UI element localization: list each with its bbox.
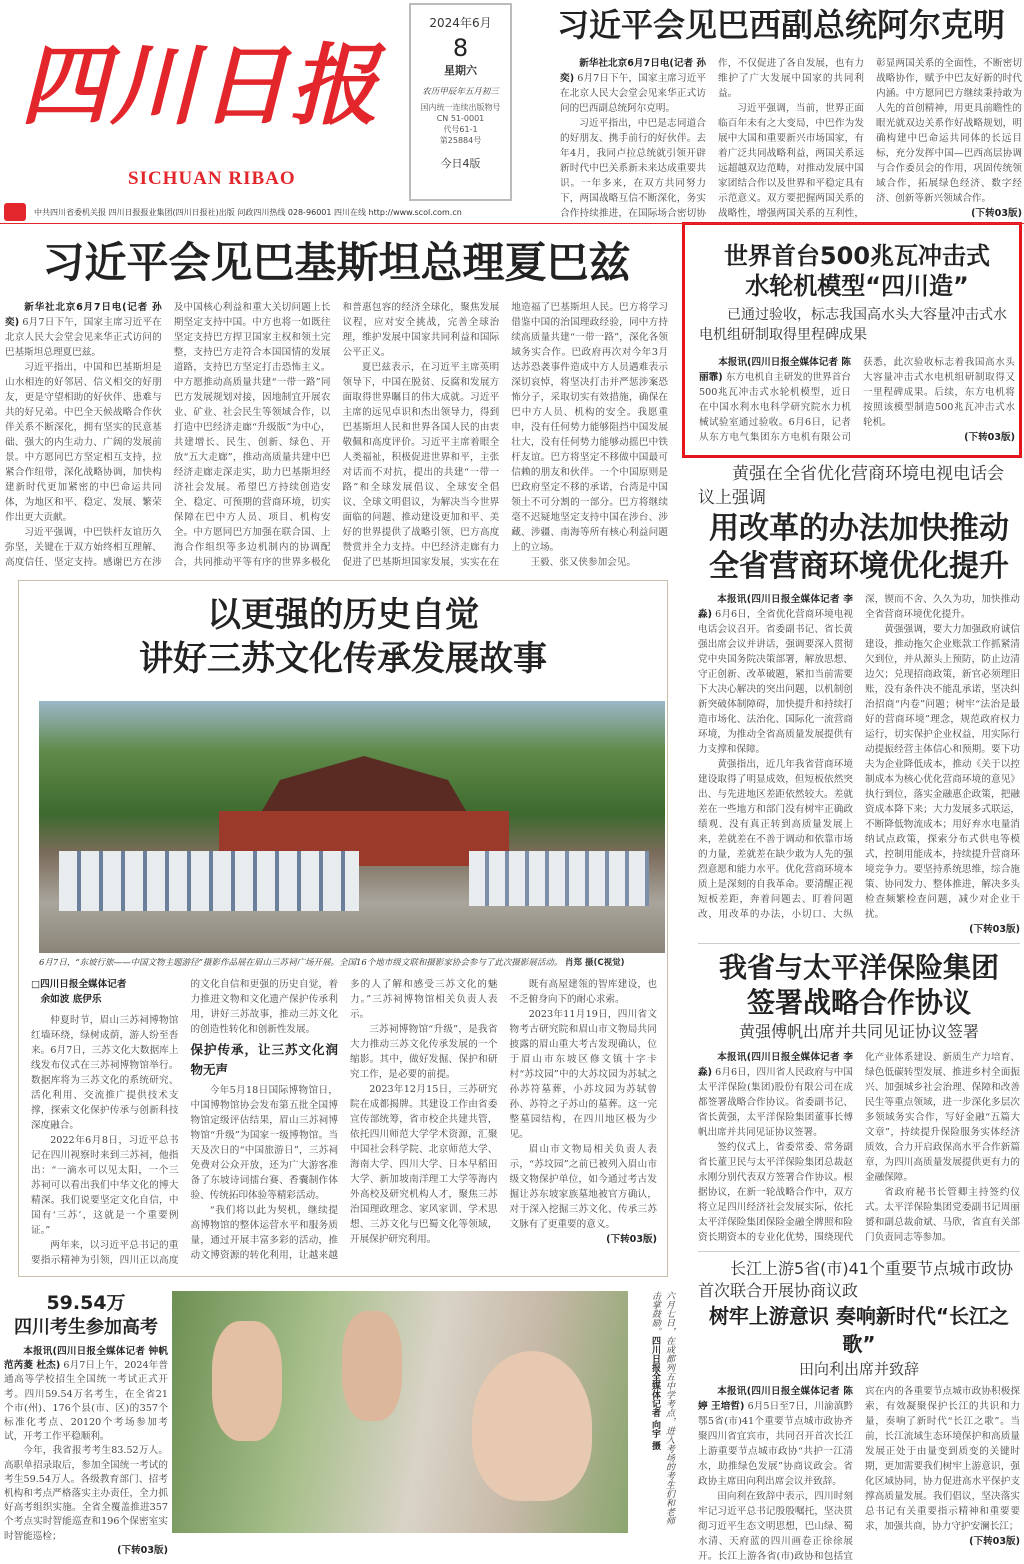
article-brazil (540, 56, 1022, 221)
date-box (409, 3, 512, 201)
paragraph: 今年5月18日国际博物馆日，中国博物馆协会发布第五批全国博物馆定级评估结果，眉山三苏祠博物馆“升级”为国家一级博物馆。当天及次日的“中国旅游日”，三苏祠免费对公众开放，还为广大游客准备了东坡诗词擂台赛、香囊制作体验、传统拓印体验等精彩活动。 (190, 1085, 338, 1201)
reporter-label: □四川日报全媒体记者 (31, 979, 127, 990)
article-pacific (698, 1050, 1020, 1245)
paragraph: 王毅、张又侠参加会见。 (530, 557, 636, 568)
divider (698, 1251, 1020, 1252)
paragraph: 黄强指出，近几年我省营商环境建设取得了明显成效，但短板依然突出、与先进地区差距依然较大。差就差在一些地方和部门没有树牢正确政绩观、没有真正转到高质量发展上来，差就差在不善于调动和依靠市场的力量，差就差在缺少敢为人先的强烈意愿和能力水平。优化营商环境本质上是深刻的自我革命。要清醒正视短板差距，奔着问题去、盯着问题改，用改革的办法，小切口、大纵深，锲而不舍、久久为功，加快推动全省营商环境优化提升。 (698, 594, 1020, 920)
headline-sansu-line1: 以更强的历史自觉 (207, 595, 479, 635)
paragraph: 2023年11月19日，四川省文物考古研究院和眉山市文物局共同披露的眉山重大考古发现确认，位于眉山市东坡区修文镇十字卡村“苏坟园”中的大苏坟园为苏轼之孙苏符墓葬，小苏坟园为苏轼曾孙、苏符之子苏山的墓葬。这一完整墓园结构，在四川地区极为少见。 (509, 1009, 657, 1140)
brazil-story (540, 0, 1024, 219)
paragraph: 签约仪式上，省委常委、常务副省长董卫民与太平洋保险集团总裁赵永刚分别代表双方签署合作协议。根据协议，在新一轮战略合作中，双方将立足四川经济社会发展实际，依托太平洋保险集团保险金融全牌照和险资长期资本的专业化优势，围绕现代化产业体系建设、新质生产力培育、绿色低碳转型发展、推进乡村全面振兴、加强城乡社会治理、保障和改善民生等重点领域，进一步深化多层次多领域务实合作，写好金融“五篇大文章”，持续提升保险服务实体经济质效，合力开启政保高水平合作新篇章，为四川高质量发展提供更有力的金融保障。 (698, 1052, 1020, 1243)
lunar-date: 农历甲辰年五月初三 (422, 87, 499, 97)
date-month: 2024年6月 (429, 16, 492, 30)
weekday: 星期六 (444, 64, 477, 77)
continued-label: (下转03版) (969, 924, 1020, 935)
kicker-business: 黄强在全省优化营商环境电视电话会议上强调 (698, 464, 1004, 508)
gaokao-section (0, 1291, 674, 1558)
paragraph: 习近平强调，中巴铁杆友谊历久弥坚，关键在于双方始终相互理解、高度信任、坚定支持。感谢巴方在涉及中国核心利益和重大关切问题上长期坚定支持中国。中方也将一如既往坚定支持巴方捍卫国家主权和领土完整，支持巴方走符合本国国情的发展道路，支持巴方坚定打击恐怖主义。中方愿推动高质量共建“一带一路”同巴方发展规划对接，因地制宜开展农业、矿业、社会民生等领域合作，以打造中巴经济走廊“升级版”为中心，共建增长、民生、创新、绿色、开放“五大走廊”，推动高质量共建中巴经济走廊走深走实，助力巴基斯坦经济社会发展。希望巴方持续创造安全、稳定、可预期的营商环境，切实保障在巴中方人员、项目、机构安全。中方愿同巴方加强在联合国、上海合作组织等多边机制内的协调配合，共同推动平等有序的世界多极化和普惠包容的经济全球化，聚焦发展议程，应对安全挑战，完善全球治理，维护发展中国家共同利益和国际公平正义。 (5, 302, 500, 568)
photo-gaokao-students (172, 1291, 628, 1533)
paragraph: 6月7日下午，国家主席习近平在北京人民大会堂会见来华正式访问的巴西副总统阿尔克明。 (560, 73, 706, 114)
highlight-box-turbine (682, 222, 1022, 458)
paragraph: 今年，我省报考考生83.52万人。高职单招录取后，参加全国统一考试的考生59.54万人。各级教育部门、招考机构和考点严格落实主办责任，全力抓好高考组织实施。全省全覆盖推进357个考点实时智能巡查和196个保密室实时智能巡检； (4, 1445, 168, 1542)
exhibition-boards (59, 851, 359, 911)
temple-roof (259, 756, 469, 816)
photo-sansu-exhibition (39, 701, 665, 953)
paragraph: 既有高屋建瓴的智库建设，也不乏俯身向下的耐心求索。 (509, 979, 657, 1005)
raised-hand (212, 1321, 282, 1441)
continued-label: (下转03版) (606, 1234, 657, 1245)
article-gaokao (4, 1345, 168, 1558)
byline: 本报讯(四川日报全媒体记者 陈婷 王培哲) (698, 1386, 853, 1412)
headline-brazil: 习近平会见巴西副总统阿尔克明 (556, 6, 1005, 44)
byline: 本报讯(四川日报全媒体记者 李淼) (698, 594, 853, 620)
article-business (698, 592, 1020, 937)
paragraph: 习近平指出，中国和巴基斯坦是山水相连的好邻居、信义相交的好朋友，更是守望相助的好伙伴、患难与共的好兄弟。中巴全天候战略合作伙伴关系不断深化，拥有坚实的民意基础、强大的内生动力、广阔的发展前景。中方愿同巴方坚定相互支持，拉紧合作纽带，深化战略协调，加快构建新时代更加紧密的中巴命运共同体，为地区和平、稳定、发展、繁荣作出更大贡献。 (5, 362, 162, 523)
headline-turbine-line1: 世界首台500兆瓦冲击式 (723, 242, 991, 270)
headline-business-line1: 用改革的办法加快推动 (709, 511, 1009, 546)
paragraph: 6月6日，四川省人民政府与中国太平洋保险(集团)股份有限公司在成都签署战略合作协议。省委副书记、省长黄强，太平洋保险集团董事长傅帆出席并共同见证协议签署。 (698, 1067, 853, 1138)
subheadline-yangtze: 田向利出席并致辞 (798, 1360, 919, 1378)
business-story (682, 462, 1022, 1564)
info-bar (0, 202, 1024, 224)
headline-yangtze: 树牢上游意识 奏响新时代“长江之歌” (708, 1304, 1010, 1356)
byline: 本报讯(四川日报全媒体记者 李淼) (698, 1052, 853, 1078)
continued-label: (下转03版) (117, 1544, 168, 1556)
paragraph: 仲夏时节，眉山三苏祠博物馆红墙环绕，绿树成荫，游人纷至沓来。6月7日，三苏文化大数据库上线发布仪式在三苏祠博物馆举行。数据库将为三苏文化的系统研究、活化利用、交流推广提供技术支撑，探索文化保护传承与创新科技深度融合。 (31, 1015, 179, 1131)
headline-gaokao-line1: 59.54万 (46, 1292, 126, 1314)
issue-number: 第25884号 (439, 136, 482, 145)
paragraph: “我们将以此为契机，继续提高博物馆的整体运营水平和服务质量，通过开展丰富多彩的活动，推动文博资源的转化利用，让越来越多的人了解和感受三苏文化的魅力。”三苏祠博物馆相关负责人表示。 (190, 979, 498, 1261)
photo-credit: 肖郑 摄(C视觉) (565, 958, 625, 968)
subheadline-turbine: 已通过验收，标志我国高水头大容量冲击式水电机组研制取得里程碑成果 (699, 307, 1007, 343)
paragraph: 省政府秘书长管卿主持签约仪式。太平洋保险集团党委副书记周丽赟和副总裁俞斌、马欣，省直有关部门负责同志等参加。 (865, 1187, 1020, 1243)
article-pakistan (5, 300, 668, 570)
newspaper-logo-english: SICHUAN RIBAO (128, 168, 296, 189)
publication-number-label: 国内统一连续出版物号 (420, 103, 501, 112)
byline: 新华社北京6月7日电(记者 孙奕) (560, 58, 706, 84)
feature-box-sansu (18, 580, 668, 1277)
headline-turbine-line2: 水轮机模型“四川造” (745, 272, 969, 300)
article-sansu (31, 977, 657, 1268)
student-face (472, 1351, 592, 1501)
main-section (0, 224, 1024, 1564)
kicker-yangtze: 长江上游5省(市)41个重要节点城市政协首次联合开展协商议政 (698, 1259, 1014, 1300)
byline: 本报讯(四川日报全媒体记者 陈丽霏) (699, 357, 851, 383)
paragraph: 东方电机自主研发的世界首台500兆瓦冲击式水轮机模型，近日在中国水利水电科学研究院水力机械试验室通过验收。6月6日，记者从东方电气集团东方电机有限公司获悉，此次验收标志着我国高水头大容量冲击式水电机组研制取得又一里程碑成果。后续，东方电机将按照该模型制造500兆瓦冲击式水轮机。 (699, 357, 1015, 443)
headline-pacific-line2: 签署战略合作协议 (746, 986, 971, 1019)
paragraph: 2022年6月8日，习近平总书记在四川视察时来到三苏祠，他指出：“一滴水可以见太阳，一个三苏祠可以看出我们中华文化的博大精深。我们说要坚定文化自信，中国有‘三苏’，这就是一个重要例证。” (31, 1135, 179, 1236)
byline: 新华社北京6月7日电(记者 孙奕) (5, 302, 162, 328)
paragraph: 6月5日至7日，川渝滇黔鄂5省(市)41个重要节点城市政协齐聚四川省宜宾市，共同召开首次长江上游重要节点城市政协“共护一江清水，助推绿色发展”协商议政会。省政协主席田向利出席会议并致辞。 (698, 1401, 853, 1487)
paragraph: 田向利在致辞中表示，四川时刻牢记习近平总书记殷殷嘱托，坚决贯彻习近平生态文明思想，巴山绿、蜀水清、天府蓝的四川画卷正徐徐展开。长江上游各省(市)政协和包括宜宾在内的各重要节点城市政协积极探索，有效凝聚保护长江的共识和力量，奏响了新时代“长江之歌”。当前，长江流域生态环境保护和高质量发展正处于由量变到质变的关键时期，更加需要我们树牢上游意识，强化区域协同，协力促进高水平保护支撑高质量发展。我们倡议，坚决落实总书记有关重要指示精神和重要要求，加强共商，协力守护安澜长江； (698, 1386, 1020, 1562)
reporter-names: 余如波 底伊乐 (40, 994, 102, 1005)
paragraph: 6月7日上午，2024年普通高等学校招生全国统一考试正式开考。四川59.54万名考生，在全省21个市(州)、176个县(市、区)的357个标准化考点、20120个考场参加考试，开考工作平稳顺利。 (4, 1360, 168, 1443)
raised-hand (342, 1311, 402, 1421)
headline-business-line2: 全省营商环境优化提升 (709, 549, 1009, 584)
postal-code: 代号61-1 (443, 125, 478, 134)
page-count: 今日4版 (440, 157, 481, 170)
divider (698, 943, 1020, 944)
gaokao-story (0, 1291, 172, 1558)
subheadline-pacific: 黄强傅帆出席并共同见证协议签署 (738, 1022, 979, 1041)
paragraph: 两年来，以习近平总书记的重要指示精神为引领，四川正以高度的文化自信和更强的历史自觉，着力推进文物和文化遗产保护传承利用，讲好三苏故事，推动三苏文化的创造性转化和创新性发展。 (31, 979, 338, 1266)
headline-pakistan: 习近平会见巴基斯坦总理夏巴兹 (42, 238, 631, 287)
paragraph: 6月6日，全省优化营商环境电视电话会议召开。省委副书记、省长黄强出席会议并讲话，强调要深入贯彻党中央国务院决策部署，解放思想、守正创新、改革破题，紧扣当前需要下大决心解决的突出问题，以机制创新突破体制障碍，加快提升和持续打造市场化、法治化、国际化一流营商环境，为推动全省高质量发展提供有力支撑和保障。 (698, 609, 853, 755)
cn-number: CN 51-0001 (436, 114, 485, 123)
exhibition-boards (469, 851, 649, 906)
paragraph: 习近平指出，中巴是志同道合的好朋友、携手前行的好伙伴。去年4月，我同卢拉总统就引领开辟新时代中巴关系新未来达成重要共识。一年多来，在双方共同努力下，两国战略互信不断深化，务实合作持续推进，在国际场合密切协作，不仅促进了各自发展，也有力维护了广大发展中国家的共同利益。 (560, 58, 864, 219)
photo-caption-sansu: 6月7日，“东坡行旅——中国文物主题游径”摄影作品展在眉山三苏祠广场开展。全国16个地市级文联和摄影家协会参与了此次摄影展活动。 肖郑 摄(C视觉) (39, 958, 625, 968)
newspaper-logo: 四川日报 (20, 33, 381, 137)
headline-sansu-line2: 讲好三苏文化传承发展故事 (139, 639, 547, 679)
continued-label: (下转03版) (969, 1536, 1020, 1547)
paragraph: 眉山市文物局相关负责人表示，“苏坟园”之前已被列入眉山市级文物保护单位，如今通过考古发掘让苏东坡家族墓地被官方确认，对于深入挖掘三苏文化、传承三苏文脉有了更重要的意义。 (509, 1144, 657, 1230)
left-column (0, 224, 682, 1564)
continued-label: (下转03版) (971, 208, 1022, 219)
headline-gaokao-line2: 四川考生参加高考 (14, 1317, 158, 1338)
subhead-sansu: 保护传承，让三苏文化润物无声 (190, 1042, 338, 1077)
article-turbine (699, 355, 1015, 445)
headline-pacific-line1: 我省与太平洋保险集团 (718, 951, 999, 984)
paragraph: 黄强强调，要大力加强政府诚信建设，推动拖欠企业账款工作抓紧清欠到位，并从源头上预防，防止边清边欠；兑现招商政策，新官必须理旧账，没有条件决不能乱承诺，坚决纠治招商“内卷”问题；树牢“法治是最好的营商环境”理念，规范政府权力运行，切实保护企业权益，用实际行动提振经营主体信心和预期。要下功夫为企业降低成本，推动《关于以控制成本为核心优化营商环境的意见》执行到位，落实金融惠企政策，把融资成本降下来；大力发展多式联运，不断降低物流成本；用好弃水电量消纳试点政策，探索分布式供电等模式，控制用能成本，持续提升营商环境竞争力。要坚持系统思维，综合施策、协同发力、整体推进，解决多头检查频繁检查问题，减少对企业干扰。 (865, 624, 1020, 920)
info-bar-text: 中共四川省委机关报 四川日报报业集团(四川日报社)出版 问政四川热线 028-96001 四川在线 http://www.scol.com.cn (34, 208, 462, 217)
article-yangtze (698, 1384, 1020, 1564)
paragraph: 6月7日下午，国家主席习近平在北京人民大会堂会见来华正式访问的巴基斯坦总理夏巴兹。 (5, 317, 162, 358)
paragraph: 习近平强调，当前，世界正面临百年未有之大变局，中巴作为发展中大国和重要新兴市场国家，有着广泛共同战略利益，两国关系远远超越双边范畴，对推动发展中国家团结合作以及世界和平稳定具有示范意义。双方要把握两国关系的战略性，增强两国关系的互利性，彰显两国关系的全面性，不断密切战略协作，赋予中巴友好新的时代内涵。中方愿同巴方继续秉持敢为人先的首创精神，用更具前瞻性的眼光就双边关系作好战略规划，明确构建中巴命运共同体的长远目标，充分发挥中国—巴西高层协调与合作委员会的作用，巩固传统领域合作，拓展绿色经济、数字经济、创新等新兴领域合作。 (718, 58, 1022, 219)
photo-caption-gaokao: 六月七日，在成都列五中学考点，进入考场的考生们和老师击掌鼓励。四川日报全媒体记者 向宇 摄 (650, 1291, 674, 1525)
group-logo-icon (4, 203, 26, 221)
photo-credit: 四川日报全媒体记者 向宇 摄 (650, 1336, 660, 1451)
byline: 本报讯(四川日报全媒体记者 钟帆 范芮菱 杜杰) (4, 1346, 168, 1372)
date-day: 8 (452, 34, 469, 62)
right-column (682, 224, 1022, 1564)
paragraph: 2023年12月15日，三苏研究院在成都揭牌。其建设工作由省委宣传部统筹，省市校企共建共管，依托四川师范大学学术资源，汇聚中国社会科学院、北京师范大学、海南大学、四川大学、日本早稻田大学、新加坡南洋理工大学等海内外高校及研究机构人才，聚焦三苏治国理政理念、家风家训、学术思想、三苏文化与巴蜀文化等领域，开展保护研究利用。 (350, 1084, 498, 1245)
continued-label: (下转03版) (964, 432, 1015, 443)
paragraph: 夏巴兹表示，在习近平主席英明领导下，中国在脱贫、反腐和发展方面取得世界瞩目的伟大成就。习近平主席的远见卓识和杰出领导力，得到巴基斯坦人民和世界各国人民的由衷敬佩和高度评价。习近平主席着眼全人类福祉，积极促进世界和平，主张对话而不对抗，提出的共建“一带一路”和全球发展倡议、全球安全倡议、全球文明倡议，为解决当今世界面临的问题、推动建设更加和平、美好的世界提供了战略引领，巴方高度赞赏并全力支持。中巴经济走廊有力促进了巴基斯坦国家发展，实实在在地造福了巴基斯坦人民。巴方将学习借鉴中国的治国理政经验，同中方持续高质量共建“一带一路”，深化各领域务实合作。巴政府再次对今年3月达苏恐袭事件造成中方人员遇难表示深切哀悼，将坚决打击并严惩涉案恐怖分子，采取切实有效措施，确保在巴中方人员、机构的安全。我愿重申，没有任何势力能够阻挡中国发展壮大，没有任何势力能够动摇巴中铁杆友谊。巴方将坚定不移做中国最可信赖的朋友和伙伴。一个中国原则是巴政府坚定不移的承诺，台湾是中国领土不可分割的一部分。巴方将继续毫不迟疑地坚定支持中国在涉台、涉藏、涉疆、南海等所有核心利益问题上的立场。 (342, 302, 668, 568)
masthead (0, 0, 540, 202)
paragraph: 三苏祠博物馆“升级”，是我省大力推动三苏文化传承发展的一个缩影。其中，做好发掘、保护和研究工作，是必要的前提。 (350, 1024, 498, 1080)
